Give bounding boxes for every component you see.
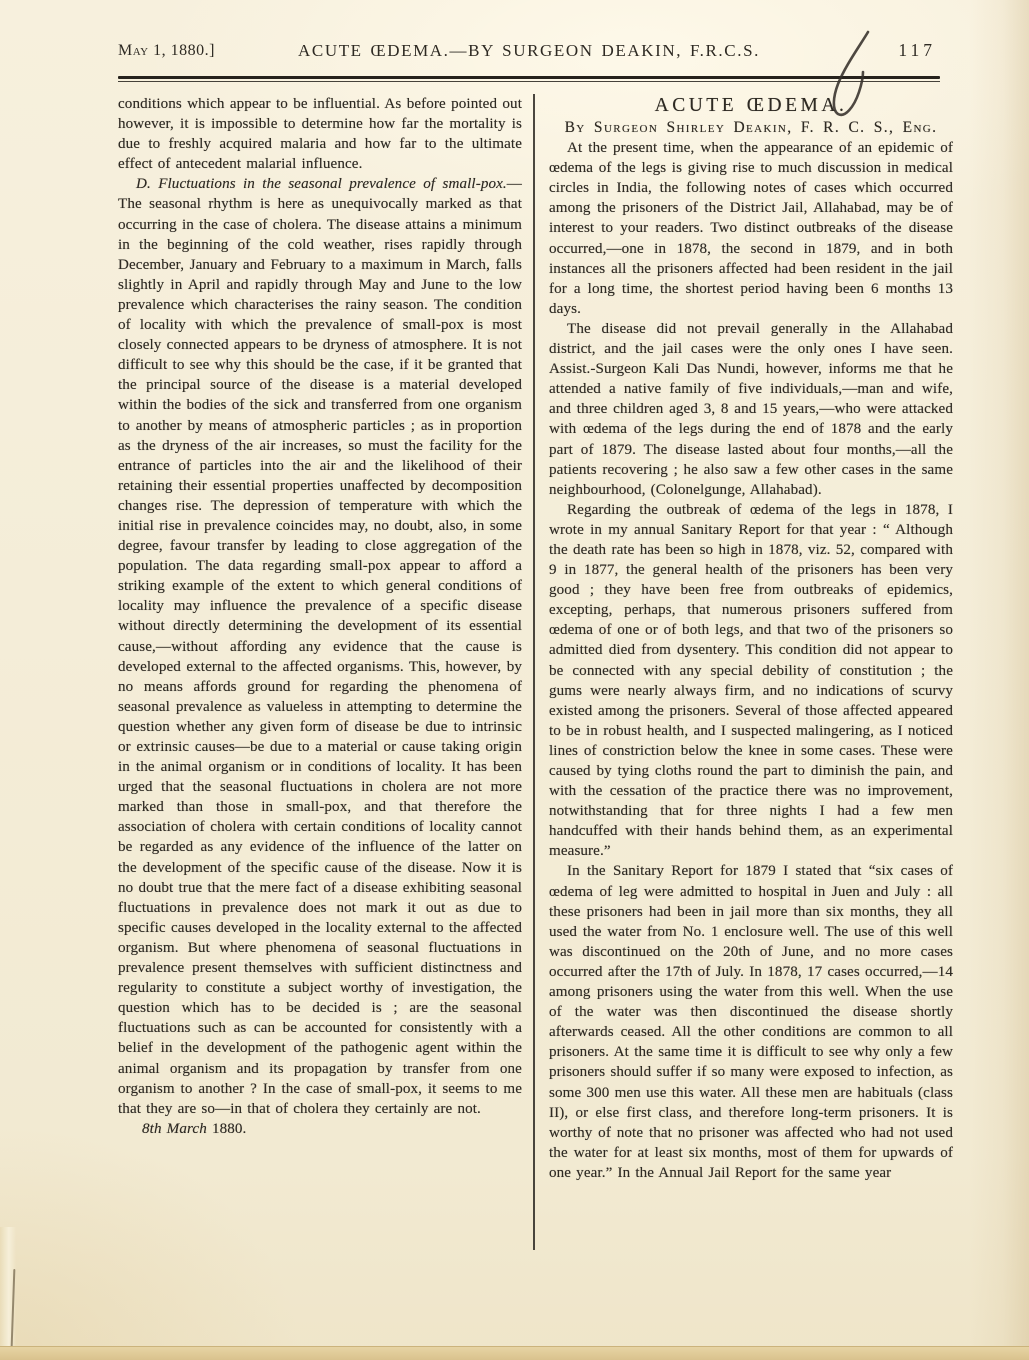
article-title: ACUTE ŒDEMA. xyxy=(654,95,848,116)
right-column xyxy=(549,94,953,1183)
date-line-italic: 8th March xyxy=(142,1120,207,1137)
section-body: —The seasonal rhythm is here as unequivocally marked as that occurring in the case of cholera. The disease attains a minimum in the beginning of the cold weather, rises rapidly through December, January and February to a maximum in March, falls slightly in April and rapidly through May and June to the low prevalence which characterises the rainy season. The condition of locality with which the prevalence of small-pox is most closely connected appears to be dryness of atmosphere. It is not difficult to see why this should be the case, if it be granted that the principal source of the disease is a material developed within the bodies of the sick and transferred from one organism to another by means of atmospheric particles ; as in proportion as the dryness of the air increases, so must the facility for the entrance of particles into the air and the likelihood of their retaining their essential properties unaffected by decomposition changes rise. The depression of temperature with which the initial rise in prevalence coincides may, no doubt, also, in some degree, favour transfer by leading to close aggregation of the population. The data regarding small-pox appear to afford a striking example of the extent to which general conditions of locality may influence the prevalence of a specific disease without directly determining the development of its essential cause,—without affording any evidence that the cause is developed external to the affected organisms. This, however, by no means affords ground for regarding the phenomena of seasonal prevalence as valueless in attempting to determine the question whether any given form of disease be due to intrinsic or extrinsic causes—be due to a material or cause taking origin in the animal organism or in conditions of locality. It has been urged that the seasonal fluctuations in cholera are not more marked than those in small-pox, and that therefore the association of cholera with certain conditions of locality cannot be regarded as any evidence of the influence of the latter on the development of the specific cause of the disease. Now it is no doubt true that the mere fact of a disease exhibiting seasonal fluctuations in prevalence does not mark it out as due to specific causes developed in the locality external to the affected organism. But where phenomena of seasonal fluctuations in prevalence present themselves with sufficient distinctness and regularity to constitute a subject worthy of investigation, the question which has to be decided is ; are the seasonal fluctuations such as can be accounted for consistently with a belief in the development of the pathogenic agent within the animal organism and its propagation by transfer from one organism to another ? In the case of small-pox, it seems to me that they are so—in that of cholera they certainly are not. xyxy=(118,176,522,1117)
header-title: ACUTE ŒDEMA.—BY SURGEON DEAKIN, F.R.C.S. xyxy=(298,41,760,60)
bottom-page-edge xyxy=(0,1346,1029,1360)
left-column xyxy=(118,94,522,1139)
paragraph: In the Sanitary Report for 1879 I stated that “six cases of œdema of leg were admitted to hospital in Juen and July : all these prisoners had been in jail more than six months, they all used the water from No. 1 enclosure well. The use of this well was discontinued on the 20th of June, and no more cases occurred after the 17th of July. In 1878, 17 cases occurred,—14 among prisoners using the water from this well. When the use of the water was then discontinued the disease shortly afterwards ceased. All the other conditions are common to all prisoners. At the same time it is difficult to see why only a few prisoners should suffer if so many were exposed to infection, as some 300 men use this water. All these men are habituals (class II), or else first class, and therefore long-term prisoners. It is worthy of note that no prisoner was affected who had not used the water for at least six months, most of them for upwards of one year.” In the Annual Jail Report for the same year xyxy=(549,863,953,1181)
column-divider xyxy=(533,94,535,1250)
paragraph: Regarding the outbreak of œdema of the legs in 1878, I wrote in my annual Sanitary Report for that year : “ Although the death rate has been so high in 1878, viz. 52, compared with 9 in 1877, the general health of the prisoners has been very good ; they have been free from outbreaks of epidemics, excepting, perhaps, that numerous prisoners suffered from œdema of one or of both legs, and that two of the prisoners so admitted died from dysentery. This condition did not appear to be connected with any special debility of constitution ; the gums were nearly always firm, and no indications of scurvy existed among the prisoners. Several of those affected appeared to be in robust health, and I suspected malingering, as I noticed lines of constriction below the knee in some cases. These were caused by tying cloths round the part to diminish the pain, and with the cessation of the practice there was no improvement, notwithstanding that for three nights I had a few men handcuffed with their hands behind them, as an experimental measure.” xyxy=(549,501,953,860)
date-line-year: 1880. xyxy=(206,1120,247,1137)
paragraph: At the present time, when the appearance of an epidemic of œdema of the legs is giving rise to much discussion in medical circles in India, the following notes of cases which occurred among the prisoners of the District Jail, Allahabad, may be of interest to your readers. Two distinct outbreaks of the disease occurred,—one in 1878, the second in 1879, and in both instances all the prisoners affected had been resident in the jail for a long time, the shortest period having been 6 months 13 days. xyxy=(549,140,953,317)
header-page-number: 117 xyxy=(898,40,936,60)
article-byline: By Surgeon Shirley Deakin, F. R. C. S., Eng. xyxy=(564,119,938,136)
paragraph: The disease did not prevail generally in the Allahabad district, and the jail cases were the only ones I have seen. Assist.-Surgeon Kali Das Nundi, however, informs me that he attended a native family of five individuals,—man and wife, and three children aged 3, 8 and 15 years,—who were attacked with œdema of the legs during the end of 1878 and the early part of 1879. The disease lasted about four months,—all the patients recovering ; he also saw a few other cases in the same neighbourhood, (Colonelgunge, Allahabad). xyxy=(549,320,953,498)
section-heading-italic: D. Fluctuations in the seasonal prevalence of small-pox. xyxy=(136,176,507,193)
date-line xyxy=(118,1119,522,1139)
header-date: May 1, 1880.] xyxy=(118,42,215,59)
paragraph-continued: conditions which appear to be influential. As before pointed out however, it is impossible to determine how far the mortality is due to freshly acquired malaria and how far to the ultimate effect of antecedent malarial influence. xyxy=(118,96,522,173)
paragraph-smallpox-section xyxy=(118,174,522,1118)
